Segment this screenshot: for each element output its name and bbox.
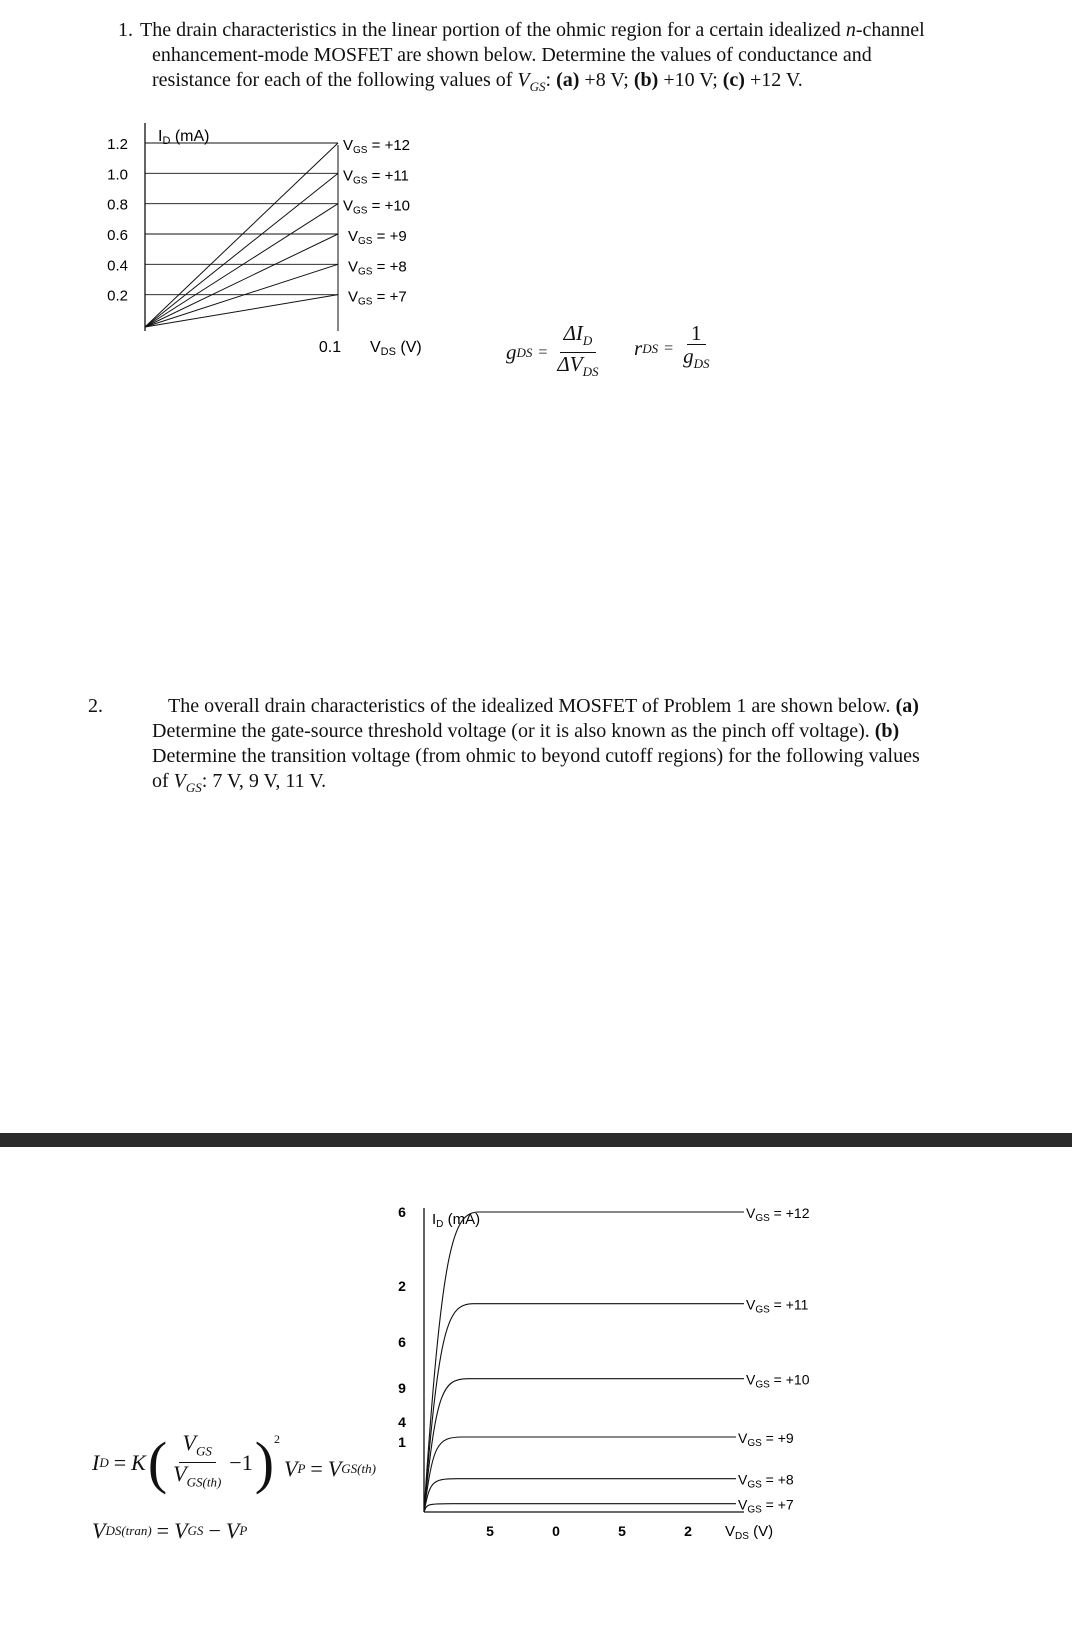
chart2-xlabel: $V_{DS}$ (V) <box>725 1523 774 1542</box>
chart1-y-tick-label: 0.6 <box>107 227 128 244</box>
chart2-x-ticks <box>486 1523 692 1539</box>
overall-drain-characteristics-chart <box>0 1200 850 1550</box>
chart2-x-tick-label: 5 <box>618 1523 626 1539</box>
chart2-curve-label: $V_{GS} = +10$ <box>746 1371 810 1391</box>
problem-2-line-3: Determine the transition voltage (from ohmic to beyond cutoff regions) for the following values <box>152 745 920 767</box>
problem-1-text <box>140 18 1060 99</box>
chart1-series-line <box>145 264 338 327</box>
problem-2-number: 2. <box>88 695 103 717</box>
problem-2-line-4: of $V_{GS}$: 7 V, 9 V, 11 V. <box>152 770 327 795</box>
chart2-y-tick-label: 9 <box>398 1380 406 1396</box>
conductance-formula: g DS = $\frac{\Delta I_D}{\Delta V_{DS}}$ <box>506 322 602 383</box>
chart2-series-curve <box>424 1212 744 1512</box>
chart2-y-tick-label: 2 <box>398 1278 406 1294</box>
chart1-curve-label: $V_{GS} = +12$ <box>343 137 411 156</box>
chart2-x-tick-label: 0 <box>552 1523 560 1539</box>
problem-1-line-3: resistance for each of the following values of $V_{GS}$: (a) +8 V; (b) +10 V; (c) +12 V. <box>152 69 803 94</box>
chart2-y-tick-label: 1 <box>398 1434 406 1450</box>
chart1-curve-label: $V_{GS} = +11$ <box>343 167 409 187</box>
left-paren: ( <box>147 1429 168 1495</box>
chart2-curve-label: $V_{GS} = +7$ <box>738 1496 794 1516</box>
problem-1-line-2: enhancement-mode MOSFET are shown below. Determine the values of conductance and <box>152 44 872 66</box>
chart2-y-ticks <box>398 1204 406 1450</box>
chart1-y-tick-label: 1.2 <box>107 136 128 153</box>
chart1-curve-label: $V_{GS} = +7$ <box>348 288 407 308</box>
chart1-y-tick-label: 0.4 <box>107 257 128 275</box>
vgs-ratio-fraction: $\frac{V_{GS}}{V_{GS(th)}}$ <box>173 1430 222 1490</box>
chart1-curve-labels <box>343 137 410 308</box>
transition-voltage-formula: V DS(tran) = V GS − V P <box>92 1518 248 1543</box>
problem-1-number: 1. <box>118 19 133 41</box>
ohmic-region-chart <box>0 115 470 375</box>
chart2-series-curve <box>424 1379 744 1512</box>
conductance-fraction: $\frac{\Delta I_D}{\Delta V_{DS}}$ <box>557 321 599 380</box>
chart1-x-tick: 0.1 <box>318 339 342 356</box>
problem-2-line-1: The overall drain characteristics of the idealized MOSFET of Problem 1 are shown below. (a) <box>168 695 919 717</box>
chart1-series-line <box>145 173 338 327</box>
pinch-off-formula: V P = V GS(th) <box>284 1456 376 1481</box>
chart1-y-ticks <box>107 136 128 305</box>
chart2-y-tick-label: 4 <box>398 1414 406 1430</box>
resistance-fraction: $\frac{1}{g_{DS}}$ <box>683 321 710 372</box>
chart2-x-tick-label: 2 <box>684 1523 692 1539</box>
chart1-y-tick-label: 1.0 <box>107 166 128 184</box>
chart2-x-tick-label: 5 <box>486 1523 494 1539</box>
chart1-series-lines <box>145 143 338 327</box>
chart2-y-tick-label: 6 <box>398 1334 406 1350</box>
problem-2-text <box>152 694 1052 800</box>
chart1-curve-label: $V_{GS} = +10$ <box>343 197 411 217</box>
chart2-curve-label: $V_{GS} = +8$ <box>738 1471 794 1491</box>
chart2-curve-label: $V_{GS} = +9$ <box>738 1430 794 1449</box>
chart2-curve-label: $V_{GS} = +11$ <box>746 1296 809 1316</box>
chart1-series-line <box>145 234 338 327</box>
chart2-series-curve <box>424 1504 736 1512</box>
resistance-formula: r DS = $\frac{1}{g_{DS}}$ <box>634 322 714 375</box>
chart1-curve-label: $V_{GS} = +8$ <box>348 258 407 278</box>
screenshot-divider-bar <box>0 1133 1072 1147</box>
chart2-series-curves <box>424 1212 744 1512</box>
chart2-series-curve <box>424 1437 736 1512</box>
drain-current-formula: I D = K ( $\frac{V_{GS}}{V_{GS(th)}}$ −1 ) $^2$ <box>92 1429 281 1495</box>
chart2-ylabel: $I_D$ (mA) <box>432 1211 481 1230</box>
chart2-curve-labels <box>738 1205 810 1516</box>
chart1-ylabel: ID (mA) <box>158 128 210 147</box>
chart2-curve-label: $V_{GS} = +12$ <box>746 1205 810 1224</box>
chart1-y-tick-label: 0.2 <box>107 287 128 305</box>
problem-1-line-1: The drain characteristics in the linear portion of the ohmic region for a certain idealized n-channel <box>140 19 925 41</box>
chart1-curve-label: $V_{GS} = +9$ <box>348 228 407 247</box>
chart1-xlabel: VDS (V) <box>370 339 422 358</box>
chart2-series-curve <box>424 1479 736 1512</box>
chart1-gridlines <box>145 143 338 295</box>
chart2-series-curve <box>424 1304 744 1512</box>
chart1-series-line <box>145 204 338 327</box>
problem-2-line-2: Determine the gate-source threshold voltage (or it is also known as the pinch off voltage). (b) <box>152 720 900 742</box>
right-paren: ) <box>254 1429 275 1495</box>
chart1-y-tick-label: 0.8 <box>107 196 128 214</box>
chart2-y-tick-label: 6 <box>398 1204 406 1220</box>
